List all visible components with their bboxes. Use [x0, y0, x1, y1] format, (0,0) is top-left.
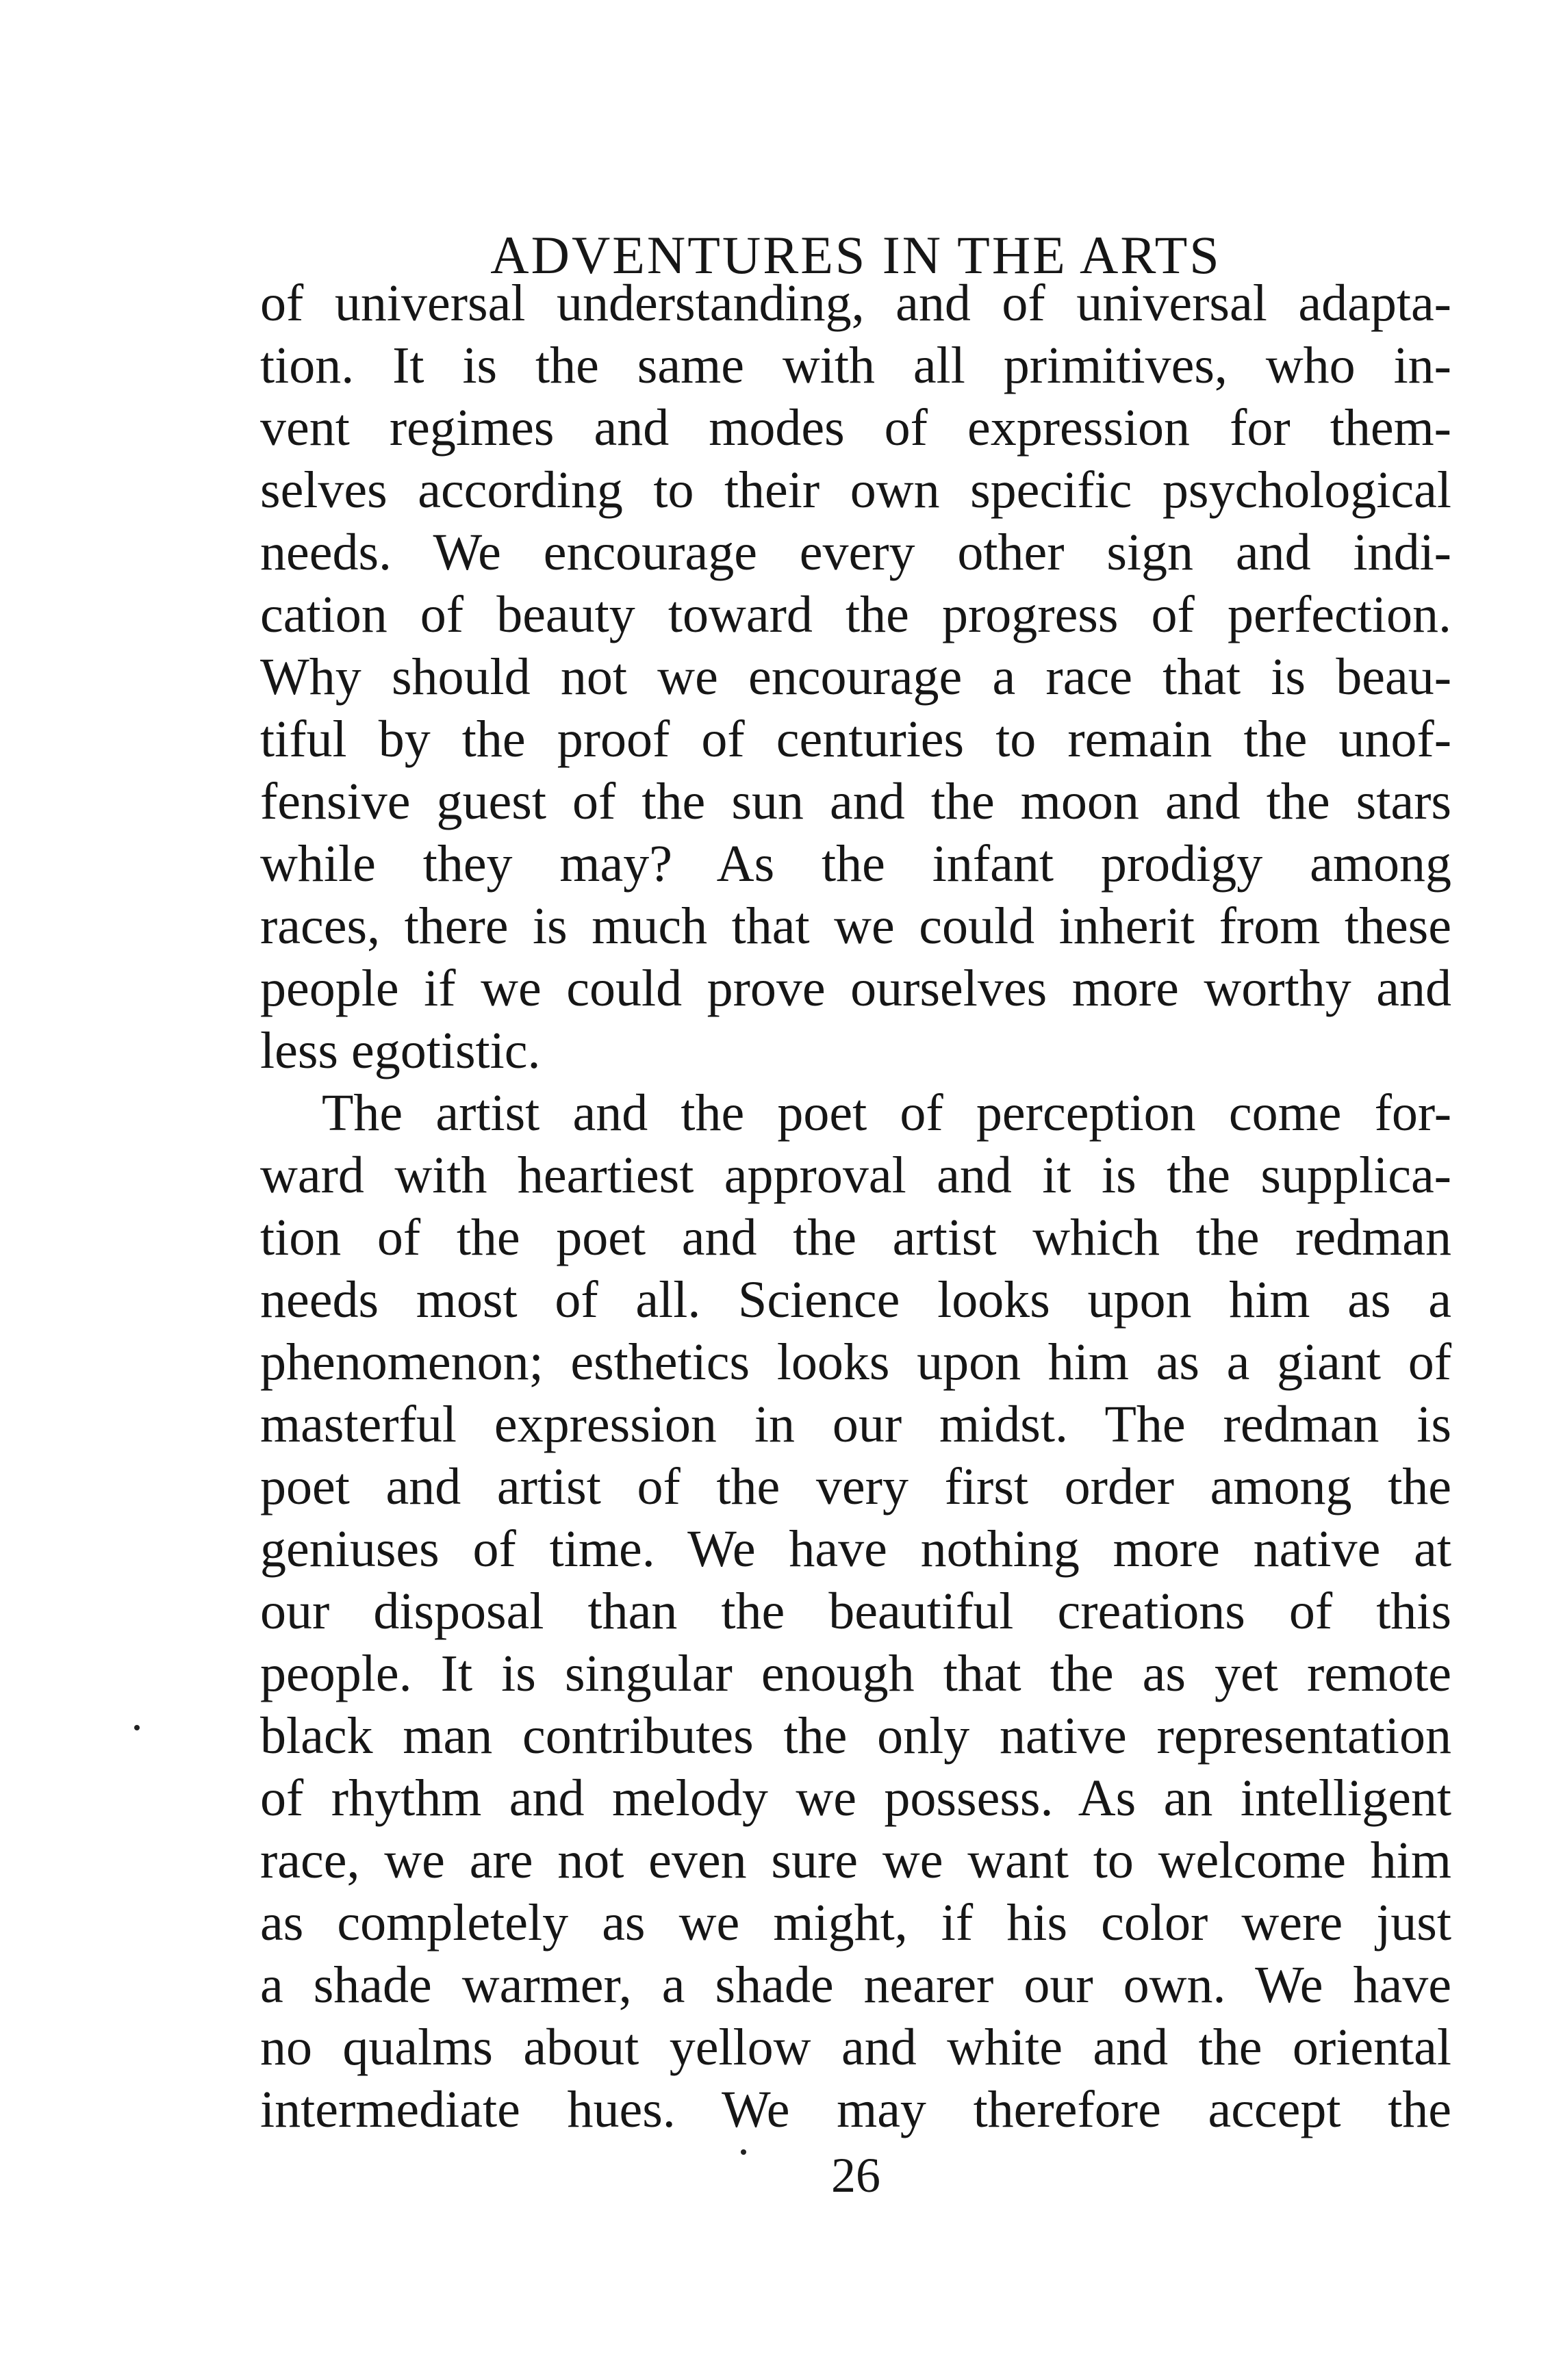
text-line: tion of the poet and the artist which the redman: [260, 1209, 1451, 1266]
text-line: race, we are not even sure we want to welcome him: [260, 1832, 1451, 1889]
text-line: fensive guest of the sun and the moon and the stars: [260, 773, 1451, 830]
text-line: less egotistic.: [260, 1022, 541, 1079]
text-line: geniuses of time. We have nothing more native at: [260, 1520, 1451, 1578]
text-line: phenomenon; esthetics looks upon him as a giant of: [260, 1333, 1451, 1391]
text-line: vent regimes and modes of expression for them-: [260, 399, 1451, 457]
text-line: no qualms about yellow and white and the oriental: [260, 2019, 1451, 2076]
running-head: ADVENTURES IN THE ARTS: [490, 225, 1221, 285]
text-line: our disposal than the beautiful creations of this: [260, 1583, 1451, 1640]
text-line: needs. We encourage every other sign and indi-: [260, 524, 1451, 581]
text-line: a shade warmer, a shade nearer our own. We have: [260, 1956, 1451, 2014]
text-line: Why should not we encourage a race that is beau-: [260, 648, 1451, 706]
text-line: while they may? As the infant prodigy among: [260, 835, 1451, 893]
page-number: 26: [831, 2148, 880, 2203]
text-line: intermediate hues. We may therefore accept the: [260, 2081, 1451, 2138]
text-line: selves according to their own specific psychological: [260, 461, 1451, 519]
text-line: cation of beauty toward the progress of perfection.: [260, 586, 1451, 643]
text-line: as completely as we might, if his color were just: [260, 1894, 1451, 1952]
text-line: poet and artist of the very first order among the: [260, 1458, 1451, 1515]
text-line: of universal understanding, and of universal adapta-: [260, 274, 1451, 332]
text-line: tion. It is the same with all primitives, who in-: [260, 337, 1451, 394]
text-line: The artist and the poet of perception come for-: [322, 1084, 1451, 1142]
body-text: [260, 272, 1451, 2141]
text-line: ward with heartiest approval and it is the supplica-: [260, 1147, 1451, 1204]
text-line: needs most of all. Science looks upon him as a: [260, 1271, 1451, 1329]
text-line: of rhythm and melody we possess. As an intelligent: [260, 1769, 1451, 1827]
paragraph-1: [260, 272, 1451, 1082]
text-line: people if we could prove ourselves more worthy and: [260, 960, 1451, 1017]
text-line: races, there is much that we could inherit from these: [260, 897, 1451, 955]
text-line: black man contributes the only native representation: [260, 1707, 1451, 1765]
scan-speck: [134, 1725, 140, 1730]
paragraph-2: [260, 1082, 1451, 2141]
text-line: tiful by the proof of centuries to remain the unof-: [260, 711, 1451, 768]
text-line: masterful expression in our midst. The redman is: [260, 1396, 1451, 1453]
text-line: people. It is singular enough that the as yet remote: [260, 1645, 1451, 1702]
